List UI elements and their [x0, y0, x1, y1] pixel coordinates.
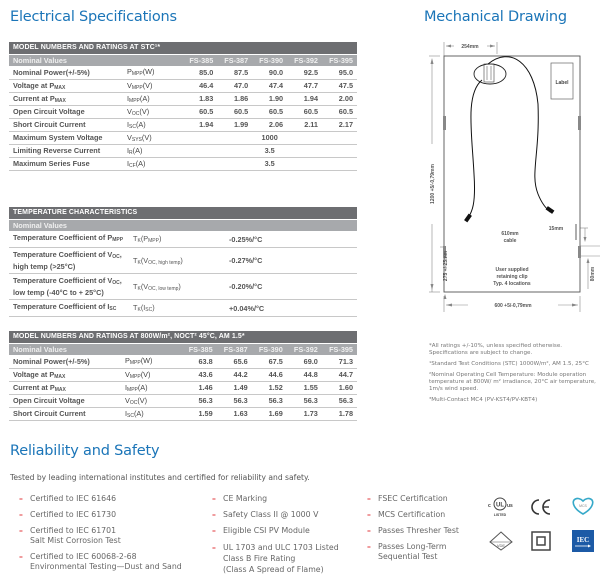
row-label: Short Circuit Current [9, 407, 121, 420]
row-symbol: $I_{MPP}(A)$ [123, 92, 182, 105]
row-symbol: $P_{MPP}(W)$ [121, 355, 182, 368]
table-cell: 69.0 [287, 355, 322, 368]
row-label: Open Circuit Voltage [9, 105, 123, 118]
list-item: – MCS Certification [367, 510, 492, 520]
table-cell: 56.3 [287, 394, 322, 407]
table-cell: 87.5 [217, 66, 252, 79]
table-cell: 3.5 [252, 157, 287, 170]
table-row [9, 248, 357, 274]
row-label: Voltage at $P_{MAX}$ [9, 79, 123, 92]
row-label: Current at $P_{MAX}$ [9, 92, 123, 105]
table-cell: 95.0 [322, 66, 357, 79]
list-item: – Certified to IEC 61701 Salt Mist Corrosion Test [19, 526, 209, 546]
cert-list-3 [367, 494, 492, 568]
table-cell: 44.7 [322, 368, 357, 381]
table-cell: 47.7 [287, 79, 322, 92]
table-cell: -0.20%/°C [229, 274, 357, 300]
table-row [9, 407, 357, 420]
dim-total-height: 1200 +5/-0,79mm [430, 164, 436, 204]
table-cell: 1.73 [287, 407, 322, 420]
row-symbol: $V_{MPP}(V)$ [121, 368, 182, 381]
certification-logos [484, 490, 600, 560]
table-row [9, 300, 357, 317]
table-caption: MODEL NUMBERS AND RATINGS AT 800W/m², NOCT² 45°C, AM 1.5* [9, 331, 357, 343]
column-header: FS-395 [322, 54, 357, 66]
table-cell: 1.52 [252, 381, 287, 394]
column-header: FS-390 [252, 343, 287, 355]
svg-text:MCS: MCS [579, 504, 587, 508]
table-cell: 2.00 [322, 92, 357, 105]
row-symbol: $I_{MPP}(A)$ [121, 381, 182, 394]
cable-label: cable [503, 238, 517, 244]
row-symbol: $T_K(I_{SC})$ [129, 300, 229, 317]
table-cell: 47.0 [217, 79, 252, 92]
footnote: ²Nominal Operating Cell Temperature: Module operation temperature at 800W/ m² irradiance, 20°C air temperature, 1m/s wind speed. [429, 371, 596, 393]
table-cell: 47.4 [252, 79, 287, 92]
temperature-characteristics-table [9, 207, 357, 317]
row-symbol: $P_{MPP}(W)$ [123, 66, 182, 79]
table-cell: 71.3 [322, 355, 357, 368]
vde-icon [488, 528, 514, 554]
electrical-specifications-heading: Electrical Specifications [10, 9, 177, 25]
table-row [9, 231, 357, 248]
svg-text:LISTED: LISTED [493, 513, 507, 517]
table-cell: 60.5 [287, 105, 322, 118]
table-row [9, 131, 357, 144]
table-row [9, 368, 357, 381]
list-item: – UL 1703 and ULC 1703 Listed Class B Fire Rating (Class A Spread of Flame) [212, 542, 372, 575]
table-row [9, 157, 357, 170]
table-cell: -0.25%/°C [229, 231, 357, 248]
table-cell: 43.6 [182, 368, 217, 381]
table-cell: 2.11 [287, 118, 322, 131]
table-cell: 1.46 [182, 381, 217, 394]
table-cell: 1.90 [252, 92, 287, 105]
table-cell: 1.69 [252, 407, 287, 420]
ce-mark-icon [528, 494, 554, 520]
row-label: Short Circuit Current [9, 118, 123, 131]
svg-text:UL: UL [496, 502, 504, 509]
table-cell: 56.3 [322, 394, 357, 407]
row-symbol: $V_{MPP}(V)$ [123, 79, 182, 92]
table-cell: 1.49 [217, 381, 252, 394]
table-row [9, 66, 357, 79]
table-cell: 60.5 [322, 105, 357, 118]
table-cell: 1.94 [182, 118, 217, 131]
row-label: Temperature Coefficient of $V_{OC}$, high temp (>25°C) [9, 248, 129, 274]
table-cell: 60.5 [252, 105, 287, 118]
table-cell: 56.3 [252, 394, 287, 407]
list-item: – Passes Thresher Test [367, 526, 492, 536]
row-symbol: $I_{SC}(A)$ [123, 118, 182, 131]
row-label: Limiting Reverse Current [9, 144, 123, 157]
column-header: FS-385 [182, 343, 217, 355]
row-symbol: $T_K(V_{OC, high temp})$ [129, 248, 229, 274]
table-cell: -0.27%/°C [229, 248, 357, 274]
table-cell: 90.0 [252, 66, 287, 79]
table-row [9, 144, 357, 157]
table-cell: 46.4 [182, 79, 217, 92]
column-header: FS-385 [182, 54, 217, 66]
table-cell: 1.63 [217, 407, 252, 420]
row-symbol: $V_{SYS}(V)$ [123, 131, 182, 144]
table-cell: 44.8 [287, 368, 322, 381]
table-cell: 2.17 [322, 118, 357, 131]
dim-80mm: 80mm [590, 266, 596, 282]
row-symbol: $V_{OC}(V)$ [121, 394, 182, 407]
svg-text:c: c [488, 503, 491, 509]
dim-15mm: 15mm [548, 226, 564, 232]
row-label: Current at $P_{MAX}$ [9, 381, 121, 394]
table-cell: 1.83 [182, 92, 217, 105]
class-ii-icon [528, 528, 554, 554]
table-cell: 2.06 [252, 118, 287, 131]
list-item: – Safety Class II @ 1000 V [212, 510, 372, 520]
table-row [9, 105, 357, 118]
list-item: – Certified to IEC 60068-2-68 Environmental Testing—Dust and Sand [19, 552, 209, 572]
row-label: Nominal Power(+/-5%) [9, 355, 121, 368]
row-symbol: $T_K(P_{MPP})$ [129, 231, 229, 248]
row-label: Open Circuit Voltage [9, 394, 121, 407]
list-item: – FSEC Certification [367, 494, 492, 504]
table-row [9, 355, 357, 368]
row-label: Temperature Coefficient of $V_{OC}$, low temp (-40°C to + 25°C) [9, 274, 129, 300]
row-symbol: $T_K(V_{OC, low temp})$ [129, 274, 229, 300]
table-row [9, 79, 357, 92]
row-label: Nominal Power(+/-5%) [9, 66, 123, 79]
list-item: – Certified to IEC 61646 [19, 494, 209, 504]
dim-bottom-width: 600 +5/-0,79mm [494, 303, 532, 309]
list-item: – Passes Long-Term Sequential Test [367, 542, 492, 562]
row-symbol: $I_{SC}(A)$ [121, 407, 182, 420]
table-cell: 1.59 [182, 407, 217, 420]
row-symbol: $I_R(A)$ [123, 144, 182, 157]
row-label: Voltage at $P_{MAX}$ [9, 368, 121, 381]
clip-note-2: retaining clip [496, 274, 528, 280]
table-cell: 44.2 [217, 368, 252, 381]
iec-icon [570, 528, 596, 554]
footnote: ¹Standard Test Conditions (STC) 1000W/m², AM 1.5, 25°C [429, 361, 589, 368]
table-cell: 44.6 [252, 368, 287, 381]
table-cell: 56.3 [182, 394, 217, 407]
row-label: Temperature Coefficient of $I_{SC}$ [9, 300, 129, 317]
list-item: – Certified to IEC 61730 [19, 510, 209, 520]
table-row [9, 92, 357, 105]
table-cell: 47.5 [322, 79, 357, 92]
table-cell: 1.94 [287, 92, 322, 105]
label-box-text: Label [555, 80, 569, 86]
row-label: Maximum Series Fuse [9, 157, 123, 170]
cert-list-1 [19, 494, 209, 578]
row-symbol: $I_{CF}(A)$ [123, 157, 182, 170]
table-cell: 56.3 [217, 394, 252, 407]
reliability-heading: Reliability and Safety [10, 443, 160, 459]
column-header: Nominal Values [9, 54, 123, 66]
table-cell: 85.0 [182, 66, 217, 79]
dim-lower-height: 275 +/-25mm [443, 250, 449, 282]
svg-text:us: us [507, 503, 513, 509]
table-cell: 67.5 [252, 355, 287, 368]
row-label: Maximum System Voltage [9, 131, 123, 144]
table-cell: 60.5 [182, 105, 217, 118]
mcs-icon [570, 493, 596, 519]
list-item: – Eligible CSI PV Module [212, 526, 372, 536]
row-symbol: $V_{OC}(V)$ [123, 105, 182, 118]
column-header: FS-387 [217, 343, 252, 355]
footnote: ³Multi-Contact MC4 (PV-KST4/PV-KBT4) [429, 397, 538, 404]
table-caption: TEMPERATURE CHARACTERISTICS [9, 207, 357, 219]
svg-text:IEC: IEC [576, 536, 590, 544]
column-header: FS-392 [287, 343, 322, 355]
footnote: *All ratings +/-10%, unless specified otherwise. Specifications are subject to change. [429, 343, 563, 357]
cable-length: 610mm [501, 231, 519, 237]
reliability-intro: Tested by leading international institutes and certified for reliability and safety. [10, 473, 310, 482]
table-cell: 1.86 [217, 92, 252, 105]
row-label: Temperature Coefficient of $P_{MPP}$ [9, 231, 129, 248]
column-header: Nominal Values [9, 219, 357, 231]
table-cell: 1000 [252, 131, 287, 144]
column-header: Nominal Values [9, 343, 121, 355]
table-cell: +0.04%/°C [229, 300, 357, 317]
stc-ratings-table [9, 42, 357, 171]
table-row [9, 118, 357, 131]
footnotes [429, 343, 599, 408]
column-header: FS-390 [252, 54, 287, 66]
cert-list-2 [212, 494, 372, 581]
table-cell: 3.5 [252, 144, 287, 157]
table-cell: 1.99 [217, 118, 252, 131]
clip-note-1: User supplied [495, 267, 529, 273]
column-header: FS-387 [217, 54, 252, 66]
column-header: FS-392 [287, 54, 322, 66]
dim-254mm: 254mm [461, 44, 479, 50]
column-header: FS-395 [322, 343, 357, 355]
table-caption: MODEL NUMBERS AND RATINGS AT STC¹* [9, 42, 357, 54]
table-cell: 65.6 [217, 355, 252, 368]
table-row [9, 394, 357, 407]
noct-ratings-table [9, 331, 357, 421]
mechanical-drawing [410, 34, 600, 334]
table-row [9, 274, 357, 300]
table-cell: 1.60 [322, 381, 357, 394]
list-item: – CE Marking [212, 494, 372, 504]
table-cell: 1.78 [322, 407, 357, 420]
table-cell: 1.55 [287, 381, 322, 394]
table-cell: 92.5 [287, 66, 322, 79]
svg-text:VDE: VDE [496, 543, 506, 548]
ul-listed-icon [486, 494, 516, 520]
table-row [9, 381, 357, 394]
mechanical-drawing-heading: Mechanical Drawing [424, 9, 567, 25]
clip-note-3: Typ. 4 locations [493, 281, 531, 287]
table-cell: 60.5 [217, 105, 252, 118]
table-cell: 63.8 [182, 355, 217, 368]
